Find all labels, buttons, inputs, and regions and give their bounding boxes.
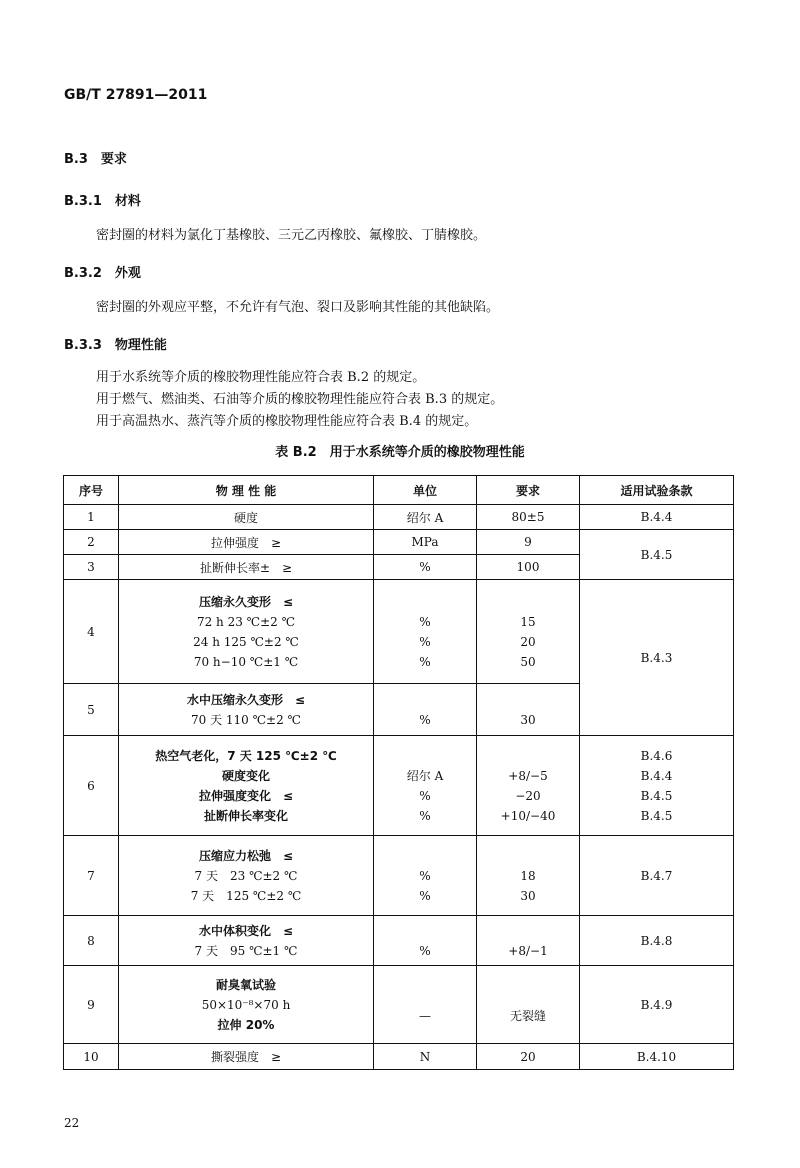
section-b31-heading: B.3.1 材料 <box>64 194 141 209</box>
unit-line <box>378 746 472 766</box>
section-b33-heading: B.3.3 物理性能 <box>64 338 167 353</box>
unit-line: % <box>419 634 431 649</box>
property-line: 压缩应力松弛 ≤ <box>198 848 294 863</box>
requirement-line <box>481 921 575 941</box>
header-clause: 适用试验条款 <box>580 476 734 505</box>
clause-line: B.4.5 <box>640 788 673 803</box>
section-b32-text: 密封圈的外观应平整，不允许有气泡、裂口及影响其性能的其他缺陷。 <box>96 300 500 315</box>
row-unit <box>374 580 477 684</box>
section-b32-heading: B.3.2 外观 <box>64 266 141 281</box>
row-unit: % <box>374 555 477 580</box>
table-row <box>64 580 734 684</box>
unit-line <box>378 846 472 866</box>
row-requirement: 无裂缝 <box>477 966 580 1044</box>
row-property: 拉伸强度 ≥ <box>119 530 374 555</box>
section-b31-text: 密封圈的材料为氯化丁基橡胶、三元乙丙橡胶、氟橡胶、丁腈橡胶。 <box>96 228 487 243</box>
requirement-line <box>481 846 575 866</box>
header-requirement: 要求 <box>477 476 580 505</box>
row-clause: B.4.9 <box>580 966 734 1044</box>
row-requirement <box>477 836 580 916</box>
row-clause: B.4.8 <box>580 916 734 966</box>
requirement-line: 18 <box>520 868 536 883</box>
table-row <box>64 916 734 966</box>
row-unit: MPa <box>374 530 477 555</box>
row-unit: — <box>374 966 477 1044</box>
unit-line: % <box>419 888 431 903</box>
row-requirement: 20 <box>477 1044 580 1070</box>
unit-line: % <box>419 788 431 803</box>
unit-line: % <box>419 614 431 629</box>
property-line: 24 h 125 ℃±2 ℃ <box>193 634 299 649</box>
header-unit: 单位 <box>374 476 477 505</box>
row-no: 2 <box>64 530 119 555</box>
section-b3-heading: B.3 要求 <box>64 152 127 167</box>
requirement-line: 30 <box>520 712 536 727</box>
property-line: 50×10⁻⁸×70 h <box>201 997 291 1012</box>
property-line: 水中体积变化 ≤ <box>198 923 294 938</box>
row-unit <box>374 684 477 736</box>
unit-line: % <box>419 654 431 669</box>
row-property <box>119 916 374 966</box>
property-line: 拉伸 20% <box>217 1017 275 1032</box>
unit-line <box>378 592 472 612</box>
row-property <box>119 836 374 916</box>
row-requirement <box>477 736 580 836</box>
row-property <box>119 736 374 836</box>
row-property <box>119 966 374 1044</box>
property-line: 7 天 23 ℃±2 ℃ <box>194 868 298 883</box>
row-unit: N <box>374 1044 477 1070</box>
table-row <box>64 1044 734 1070</box>
row-unit <box>374 736 477 836</box>
property-line: 7 天 125 ℃±2 ℃ <box>190 888 302 903</box>
row-no: 8 <box>64 916 119 966</box>
row-property <box>119 580 374 684</box>
row-clause <box>580 736 734 836</box>
row-no: 6 <box>64 736 119 836</box>
requirement-line <box>481 746 575 766</box>
row-no: 1 <box>64 505 119 530</box>
section-b33-line: 用于高温热水、蒸汽等介质的橡胶物理性能应符合表 B.4 的规定。 <box>96 414 478 429</box>
row-unit: 绍尔 A <box>374 505 477 530</box>
requirement-line <box>481 592 575 612</box>
property-line: 水中压缩永久变形 ≤ <box>186 692 306 707</box>
table-header-row <box>64 476 734 505</box>
row-property: 扯断伸长率± ≥ <box>119 555 374 580</box>
row-property <box>119 684 374 736</box>
row-no: 4 <box>64 580 119 684</box>
document-code: GB/T 27891—2011 <box>64 87 208 103</box>
row-requirement: 9 <box>477 530 580 555</box>
unit-line <box>378 921 472 941</box>
unit-line: % <box>419 868 431 883</box>
row-requirement <box>477 684 580 736</box>
row-clause: B.4.3 <box>580 580 734 736</box>
row-clause: B.4.7 <box>580 836 734 916</box>
unit-line: % <box>419 712 431 727</box>
row-unit <box>374 836 477 916</box>
requirement-line: 50 <box>520 654 536 669</box>
requirement-line: 20 <box>520 634 536 649</box>
unit-line: % <box>419 943 431 958</box>
table-caption: 表 B.2 用于水系统等介质的橡胶物理性能 <box>275 445 525 460</box>
row-unit <box>374 916 477 966</box>
row-no: 10 <box>64 1044 119 1070</box>
clause-line: B.4.6 <box>640 748 673 763</box>
requirement-line: +10/−40 <box>500 808 556 823</box>
header-no: 序号 <box>64 476 119 505</box>
requirement-line: 15 <box>520 614 536 629</box>
section-b33-line: 用于燃气、燃油类、石油等介质的橡胶物理性能应符合表 B.3 的规定。 <box>96 392 504 407</box>
table-row <box>64 966 734 1044</box>
property-line: 耐臭氧试验 <box>215 977 276 992</box>
row-no: 9 <box>64 966 119 1044</box>
property-line: 硬度变化 <box>221 768 270 783</box>
table-row <box>64 530 734 555</box>
row-requirement: 80±5 <box>477 505 580 530</box>
row-no: 5 <box>64 684 119 736</box>
requirement-line: 30 <box>520 888 536 903</box>
row-clause: B.4.10 <box>580 1044 734 1070</box>
row-requirement <box>477 916 580 966</box>
table-row <box>64 505 734 530</box>
unit-line: 绍尔 A <box>406 768 444 783</box>
row-no: 7 <box>64 836 119 916</box>
requirement-line: +8/−5 <box>508 768 548 783</box>
row-no: 3 <box>64 555 119 580</box>
unit-line: % <box>419 808 431 823</box>
row-clause: B.4.5 <box>580 530 734 580</box>
row-property: 撕裂强度 ≥ <box>119 1044 374 1070</box>
page-number: 22 <box>64 1116 80 1130</box>
row-property: 硬度 <box>119 505 374 530</box>
requirement-line <box>481 690 575 710</box>
property-line: 热空气老化，7 天 125 ℃±2 ℃ <box>155 748 337 763</box>
property-line: 72 h 23 ℃±2 ℃ <box>196 614 296 629</box>
unit-line <box>378 690 472 710</box>
row-clause: B.4.4 <box>580 505 734 530</box>
property-line: 扯断伸长率变化 <box>203 808 288 823</box>
property-line: 压缩永久变形 ≤ <box>198 594 294 609</box>
property-line: 7 天 95 ℃±1 ℃ <box>194 943 298 958</box>
requirement-line: −20 <box>515 788 541 803</box>
table-row <box>64 736 734 836</box>
table-row <box>64 836 734 916</box>
header-property: 物 理 性 能 <box>119 476 374 505</box>
clause-line: B.4.5 <box>640 808 673 823</box>
property-line: 拉伸强度变化 ≤ <box>198 788 294 803</box>
row-requirement <box>477 580 580 684</box>
property-line: 70 h−10 ℃±1 ℃ <box>193 654 299 669</box>
row-requirement: 100 <box>477 555 580 580</box>
section-b33-line: 用于水系统等介质的橡胶物理性能应符合表 B.2 的规定。 <box>96 370 426 385</box>
clause-line: B.4.4 <box>640 768 673 783</box>
property-line: 70 天 110 ℃±2 ℃ <box>191 712 301 727</box>
requirement-line: +8/−1 <box>508 943 548 958</box>
properties-table <box>63 475 734 1070</box>
